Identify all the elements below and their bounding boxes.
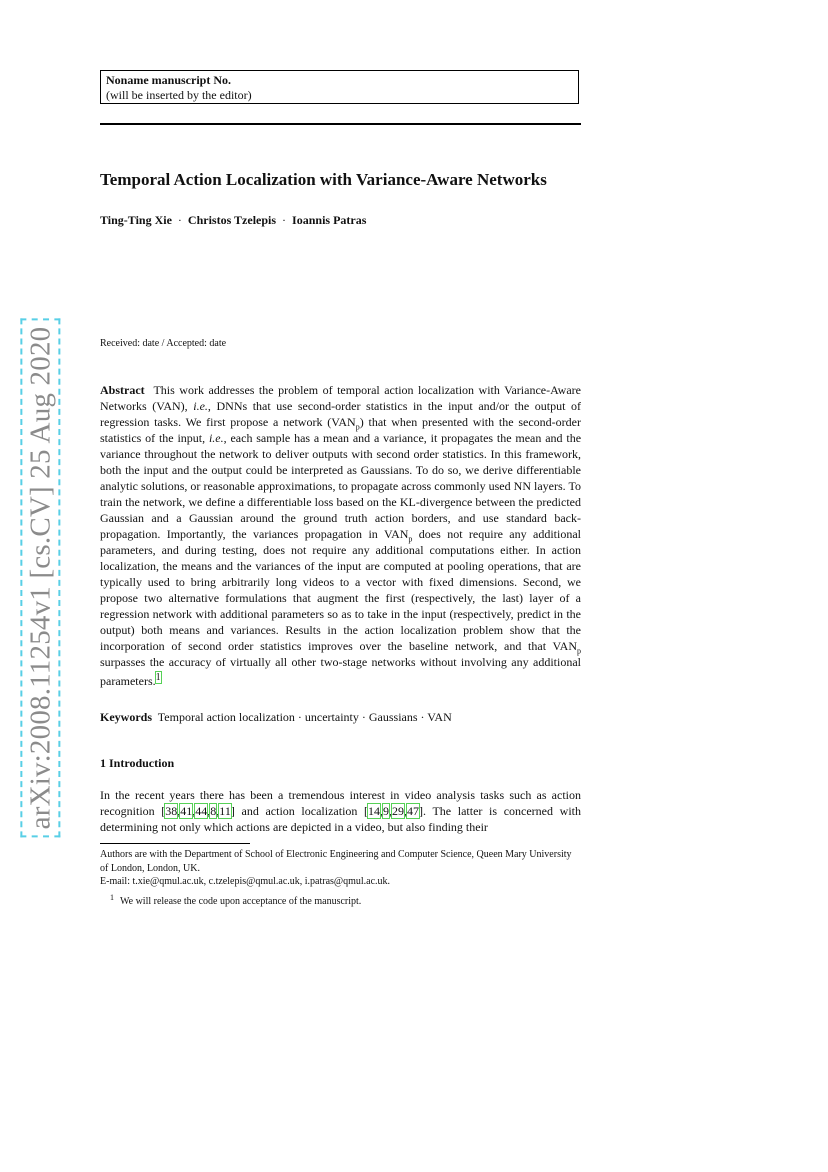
citation-link[interactable]: 29 [392, 804, 405, 818]
keywords-label: Keywords [100, 710, 152, 724]
top-rule [100, 123, 581, 125]
footnote [100, 892, 581, 908]
citation-link[interactable]: 14 [368, 804, 381, 818]
abstract-text: , each sample has a mean and a variance, it propagates the mean and the variance throughout the network to deliver outputs with second order statistics. In this framework, both the input and the output could be interpreted as Gaussians. To do so, we derive differentiable analytic solutions, or reasonable approximations, to propagate across commonly used NN layers. To train the network, we define a differentiable loss based on the KL-divergence between the predicted Gaussian and a Gaussian around the ground truth action borders, and use standard back-propagation. Importantly, the variances propagation in VAN [100, 431, 582, 541]
affiliation-text: Authors are with the Department of School of Electronic Engineering and Computer Science, Queen Mary University of London, London, UK. [100, 849, 572, 874]
affiliation-note [100, 848, 581, 889]
intro-text: In the recent years there has been a tremendous interest in video analysis tasks such as action recognition [ [100, 788, 581, 818]
abstract-subscript: p [355, 422, 360, 432]
abstract-subscript: p [577, 646, 581, 656]
abstract-text: , DNNs that use second-order statistics in the input and/or the output of regression tasks. We first propose a network (VAN [100, 399, 581, 429]
citation-link[interactable]: 8 [210, 804, 217, 818]
abstract-ie: i.e. [208, 431, 224, 445]
section-heading: 1 Introduction [100, 756, 175, 770]
paper-title: Temporal Action Localization with Variance-Aware Networks [100, 170, 547, 189]
intro-text: ]. The latter is concerned with determining not only which actions are depicted in a video, but also finding their [100, 804, 581, 834]
author-1: Ting-Ting Xie [100, 213, 172, 227]
footnote-text: We will release the code upon acceptance of the manuscript. [120, 896, 362, 907]
author-separator: · [177, 213, 182, 227]
citation-link[interactable]: 44 [195, 804, 208, 818]
citation-link[interactable]: 41 [180, 804, 193, 818]
introduction-paragraph: In the recent years there has been a tremendous interest in video analysis tasks such as action recognition [38,41,44,8,11] and action localization [14,9,29,47]. The latter is concerned with determining not only which actions are depicted in a video, but also finding their [100, 788, 581, 834]
abstract-text: This work addresses the problem of temporal action localization with Variance-Aware Networks (VAN), [100, 383, 581, 413]
arxiv-identifier [20, 318, 60, 838]
author-emails: E-mail: t.xie@qmul.ac.uk, c.tzelepis@qmul.ac.uk, i.patras@qmul.ac.uk. [100, 876, 391, 887]
author-2: Christos Tzelepis [187, 213, 277, 227]
abstract-text: ) that when presented with the second-order statistics of the input, [100, 415, 581, 445]
abstract-label: Abstract [100, 383, 145, 397]
author-separator: · [282, 213, 287, 227]
citation-link[interactable]: 11 [219, 804, 231, 818]
manuscript-box [100, 70, 579, 104]
keywords [100, 710, 452, 725]
abstract-ie: i.e. [193, 399, 208, 413]
footnote-link[interactable]: 1 [155, 672, 161, 683]
manuscript-number: Noname manuscript No. [106, 73, 231, 87]
keywords-text: Temporal action localization · uncertainty · Gaussians · VAN [157, 710, 452, 724]
abstract-text: surpasses the accuracy of virtually all other two-stage networks without involving any additional parameters. [100, 655, 581, 688]
citation-link[interactable]: 38 [165, 804, 178, 818]
abstract [100, 382, 581, 689]
citation-link[interactable]: 47 [407, 804, 420, 818]
abstract-subscript: p [408, 534, 413, 544]
editor-note: (will be inserted by the editor) [106, 88, 252, 102]
received-date: Received: date / Accepted: date [100, 338, 227, 349]
footnote-mark: 1 [110, 892, 114, 902]
author-list [100, 213, 366, 228]
footnote-rule [100, 843, 250, 844]
intro-text: ] and action localization [ [230, 804, 369, 818]
author-3: Ioannis Patras [292, 213, 367, 227]
arxiv-identifier-text[interactable]: arXiv:2008.11254v1 [cs.CV] 25 Aug 2020 [20, 319, 60, 838]
citation-link[interactable]: 9 [383, 804, 390, 818]
abstract-text: does not require any additional parameters, and during testing, does not require any additional computations either. In action localization, the means and the variances of the input are computed at pooling operations, that are typically used to bring arbitrarily long videos to a vector with fixed dimensions. Second, we propose two alternative formulations that augment the first (respectively, the last) layer of a regression network with additional parameters so as to take in the input (respectively, predict in the output) both means and variances. Results in the action localization problem show that the incorporation of second order statistics improves over the baseline network, and that VAN [100, 527, 581, 653]
